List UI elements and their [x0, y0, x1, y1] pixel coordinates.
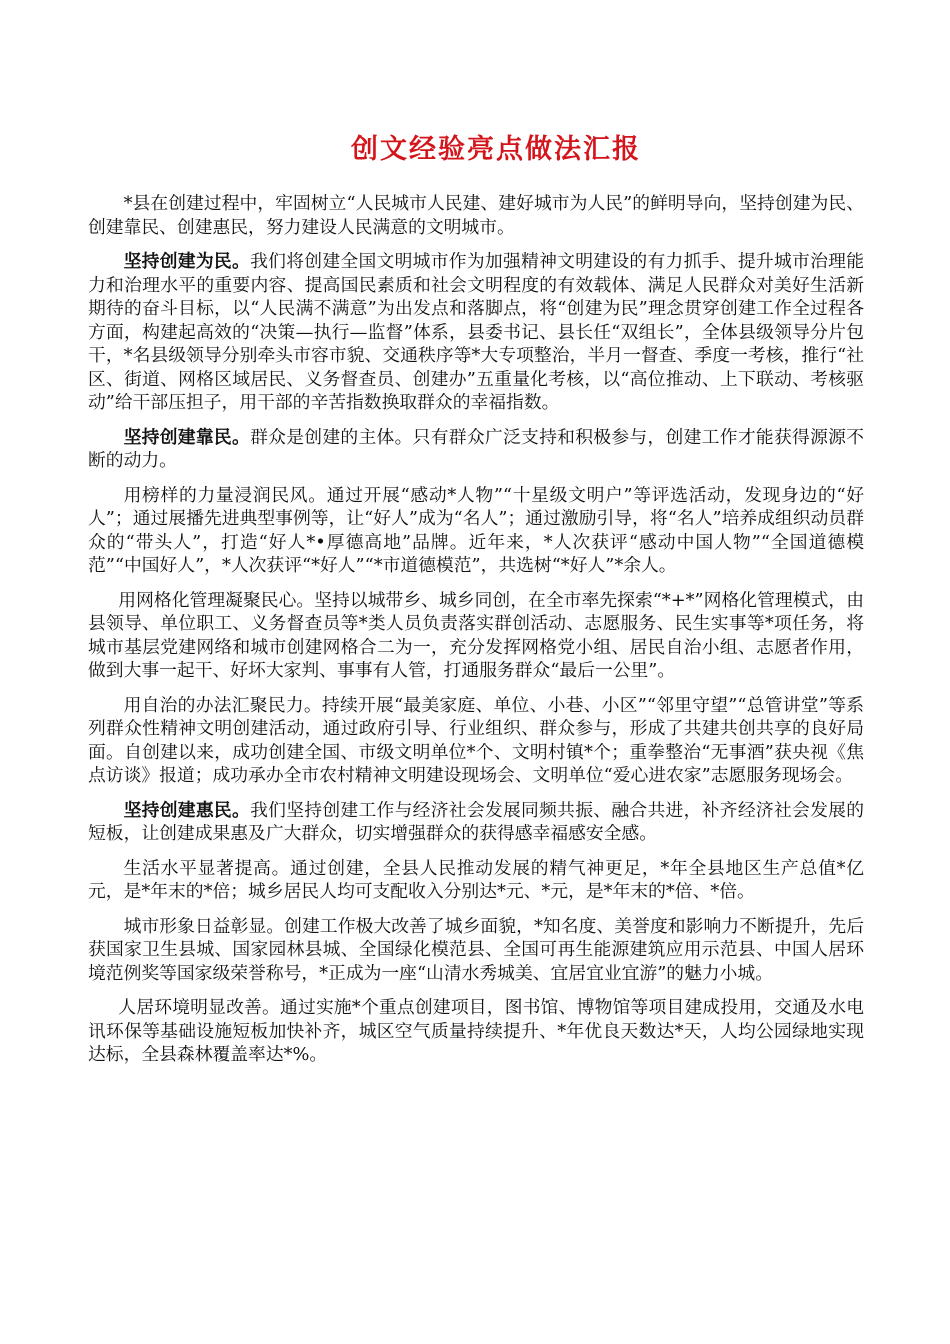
paragraph-text: 用榜样的力量浸润民风。通过开展“感动*人物”“十星级文明户”等评选活动，发现身边的“好人”；通过展播先进典型事例等，让“好人”成为“名人”；通过激励引导，将“名人”培养成组织动员群众的“带头人”，打造“好人*•厚德高地”品牌。近年来，*人次获评“感动中国人物”“全国道德模范”“中国好人”，*人次获评“*好人”“*市道德模范”，共选树“*好人”*余人。 [88, 484, 864, 576]
document-body [88, 192, 864, 1067]
document-page [88, 130, 864, 1078]
paragraph [88, 799, 864, 846]
paragraph-text: 用网格化管理凝聚民心。坚持以城带乡、城乡同创，在全市率先探索“*+*”网格化管理模式，由县领导、单位职工、义务督查员等*类人员负责落实群创活动、志愿服务、民生实事等*项任务，将城市基层党建网络和城市创建网格合二为一，充分发挥网格党小组、居民自治小组、志愿者作用，做到大事一起干、好坏大家判、事事有人管，打通服务群众“最后一公里”。 [88, 589, 864, 681]
paragraph [88, 694, 864, 788]
paragraph-lead: 坚持创建惠民。 [123, 799, 251, 821]
paragraph-text: *县在创建过程中，牢固树立“人民城市人民建、建好城市为人民”的鲜明导向，坚持创建为民、创建靠民、创建惠民，努力建设人民满意的文明城市。 [88, 193, 864, 238]
paragraph [88, 857, 864, 904]
paragraph-text: 我们将创建全国文明城市作为加强精神文明建设的有力抓手、提升城市治理能力和治理水平的重要内容、提高国民素质和社会文明程度的有效载体、满足人民群众对美好生活新期待的奋斗目标，以“人民满不满意”为出发点和落脚点，将“创建为民”理念贯穿创建工作全过程各方面，构建起高效的“决策—执行—监督”体系，县委书记、县长任“双组长”，全体县级领导分片包干，*名县级领导分别牵头市容市貌、交通秩序等*大专项整治，半月一督查、季度一考核，推行“社区、街道、网格区域居民、义务督查员、创建办”五重量化考核，以“高位推动、上下联动、考核驱动”给干部压担子，用干部的辛苦指数换取群众的幸福指数。 [88, 251, 864, 413]
paragraph [88, 996, 864, 1067]
paragraph-text: 用自治的办法汇聚民力。持续开展“最美家庭、单位、小巷、小区”“邻里守望”“总管讲堂”等系列群众性精神文明创建活动，通过政府引导、行业组织、群众参与，形成了共建共创共享的良好局面。自创建以来，成功创建全国、市级文明单位*个、文明村镇*个；重拳整治“无事酒”获央视《焦点访谈》报道；成功承办全市农村精神文明建设现场会、文明单位“爱心进农家”志愿服务现场会。 [88, 694, 864, 786]
paragraph-lead: 坚持创建为民。 [123, 251, 251, 272]
document-title: 创文经验亮点做法汇报 [351, 134, 641, 165]
paragraph [88, 426, 864, 473]
paragraph-text: 生活水平显著提高。通过创建，全县人民推动发展的精气神更足，*年全县地区生产总值*亿元，是*年末的*倍；城乡居民人均可支配收入分别达*元、*元，是*年末的*倍、*倍。 [88, 857, 864, 902]
paragraph-lead: 坚持创建靠民。 [123, 426, 251, 448]
paragraph [88, 915, 864, 986]
paragraph [88, 250, 864, 415]
paragraph-text: 城市形象日益彰显。创建工作极大改善了城乡面貌，*知名度、美誉度和影响力不断提升，先后获国家卫生县城、国家园林县城、全国绿化模范县、全国可再生能源建筑应用示范县、中国人居环境范例奖等国家级荣誉称号，*正成为一座“山清水秀城美、宜居宜业宜游”的魅力小城。 [88, 915, 864, 984]
paragraph-text: 人居环境明显改善。通过实施*个重点创建项目，图书馆、博物馆等项目建成投用，交通及水电讯环保等基础设施短板加快补齐，城区空气质量持续提升、*年优良天数达*天，人均公园绿地实现达标，全县森林覆盖率达*%。 [88, 997, 864, 1065]
paragraph [88, 484, 864, 578]
paragraph [88, 589, 864, 683]
paragraph-text: 群众是创建的主体。只有群众广泛支持和积极参与，创建工作才能获得源源不断的动力。 [88, 426, 864, 471]
paragraph [88, 192, 864, 239]
paragraph-text: 我们坚持创建工作与经济社会发展同频共振、融合共进，补齐经济社会发展的短板，让创建成果惠及广大群众，切实增强群众的获得感幸福感安全感。 [88, 799, 864, 844]
